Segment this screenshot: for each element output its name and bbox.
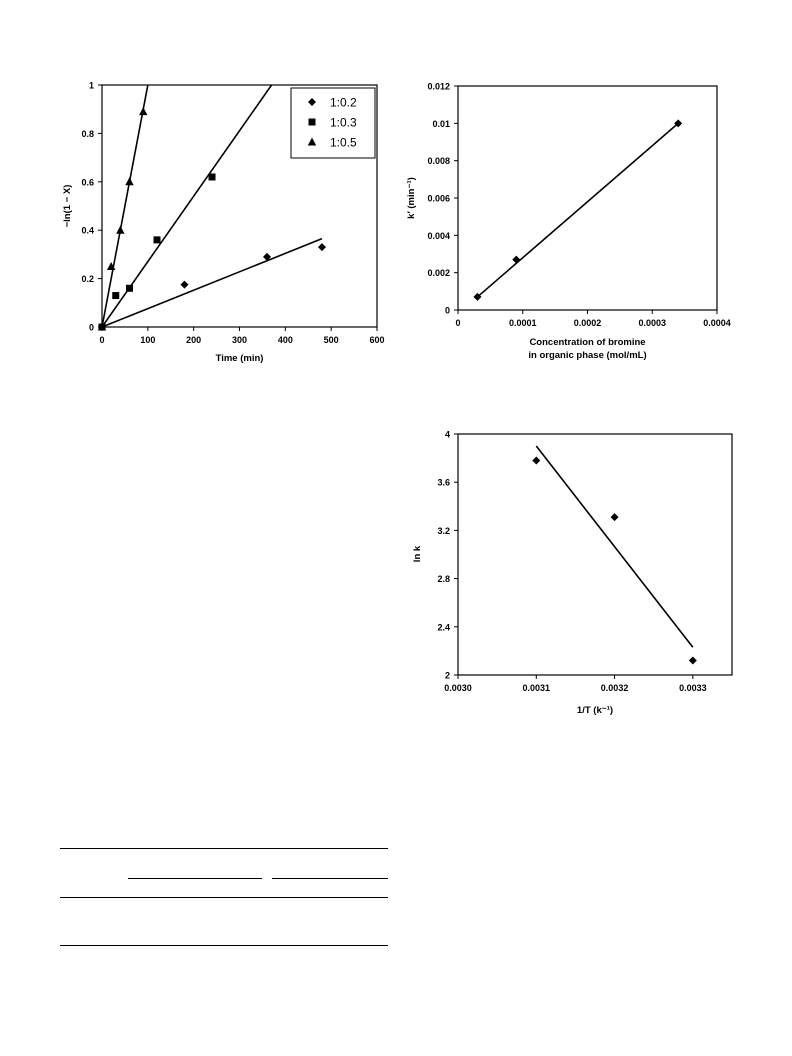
rate-x-tick-label: 0.0004 <box>703 318 731 328</box>
arrhenius-x-tick-label: 0.0030 <box>444 683 472 693</box>
conversion-chart <box>62 81 385 365</box>
conversion-y-axis-label: −ln(1 − X) <box>62 184 73 228</box>
rate-x-tick-label: 0 <box>455 318 461 328</box>
table-column-group-rule-1 <box>128 878 262 879</box>
arrhenius-series-0-point <box>611 513 619 521</box>
conversion-y-tick-label: 0.8 <box>81 128 94 139</box>
conversion-x-axis-label: Time (min) <box>215 353 264 364</box>
conversion-x-tick-label: 0 <box>99 335 105 345</box>
conversion-x-tick-label: 400 <box>277 335 293 345</box>
conversion-series-0-point <box>318 243 326 251</box>
conversion-y-tick-label: 0.4 <box>81 225 94 236</box>
arrhenius-chart <box>412 430 732 717</box>
table-header-rule <box>60 897 388 898</box>
arrhenius-y-tick-label: 2.4 <box>437 622 450 633</box>
rate-x-tick-label: 0.0002 <box>573 318 602 328</box>
legend-marker-1 <box>309 119 316 126</box>
conversion-series-2-point <box>139 107 147 115</box>
rate-x-tick-label: 0.0003 <box>638 318 667 328</box>
rate-y-tick-label: 0 <box>444 305 450 316</box>
conversion-x-tick-label: 200 <box>186 335 202 345</box>
conversion-fit-line-2 <box>102 85 148 327</box>
conversion-series-2-point <box>116 226 124 234</box>
rate-y-tick-label: 0.006 <box>427 193 450 204</box>
conversion-fit-line-0 <box>102 239 322 327</box>
arrhenius-x-tick-label: 0.0031 <box>522 683 551 693</box>
rate-series-0-point <box>512 256 520 264</box>
rate-y-tick-label: 0.01 <box>432 118 450 129</box>
arrhenius-x-tick-label: 0.0033 <box>679 683 707 693</box>
table-top-rule <box>60 848 388 849</box>
conversion-x-tick-label: 100 <box>140 335 156 345</box>
rate-y-tick-label: 0.008 <box>427 156 450 167</box>
arrhenius-series-0-point <box>532 457 540 465</box>
rate-x-tick-label: 0.0001 <box>508 318 537 328</box>
conversion-series-0-point <box>181 281 189 289</box>
arrhenius-y-axis-label: ln k <box>412 545 423 563</box>
table-bottom-rule <box>60 945 388 946</box>
conversion-series-2-point <box>125 177 133 185</box>
conversion-series-1-point <box>126 285 133 292</box>
conversion-y-tick-label: 0.6 <box>81 177 94 188</box>
rate-fit-line-0 <box>477 123 678 297</box>
conversion-series-1-point <box>209 173 216 180</box>
rate-x-axis-label-line2: in organic phase (mol/mL) <box>528 350 647 361</box>
rate-y-tick-label: 0.002 <box>427 268 450 279</box>
arrhenius-y-tick-label: 3.2 <box>437 525 450 536</box>
arrhenius-plot-frame <box>458 434 732 675</box>
legend-label-1: 1:0.3 <box>330 115 357 130</box>
rate-chart <box>406 82 731 362</box>
arrhenius-y-tick-label: 4 <box>444 429 450 440</box>
arrhenius-x-tick-label: 0.0032 <box>600 683 629 693</box>
rate-y-tick-label: 0.012 <box>427 81 450 92</box>
conversion-x-tick-label: 600 <box>369 335 385 345</box>
arrhenius-y-tick-label: 3.6 <box>437 477 450 488</box>
arrhenius-y-tick-label: 2.8 <box>437 574 450 585</box>
conversion-series-1-point <box>112 292 119 299</box>
legend-label-2: 1:0.5 <box>330 135 357 150</box>
conversion-legend <box>291 88 375 158</box>
rate-y-tick-label: 0.004 <box>427 230 450 241</box>
arrhenius-series-0-point <box>689 657 697 665</box>
conversion-x-tick-label: 300 <box>231 335 248 345</box>
conversion-y-tick-label: 0 <box>88 322 94 333</box>
table-column-group-rule-2 <box>272 878 388 879</box>
conversion-x-tick-label: 500 <box>323 335 339 345</box>
arrhenius-y-tick-label: 2 <box>444 670 450 681</box>
rate-x-axis-label-line1: Concentration of bromine <box>529 337 646 348</box>
conversion-y-tick-label: 1 <box>88 80 94 91</box>
arrhenius-x-axis-label: 1/T (k⁻¹) <box>576 705 614 716</box>
conversion-y-tick-label: 0.2 <box>81 274 94 285</box>
legend-label-0: 1:0.2 <box>330 95 357 110</box>
arrhenius-fit-line-0 <box>536 446 693 647</box>
conversion-series-1-point <box>154 236 161 243</box>
rate-y-axis-label: k′ (min⁻¹) <box>406 177 417 219</box>
